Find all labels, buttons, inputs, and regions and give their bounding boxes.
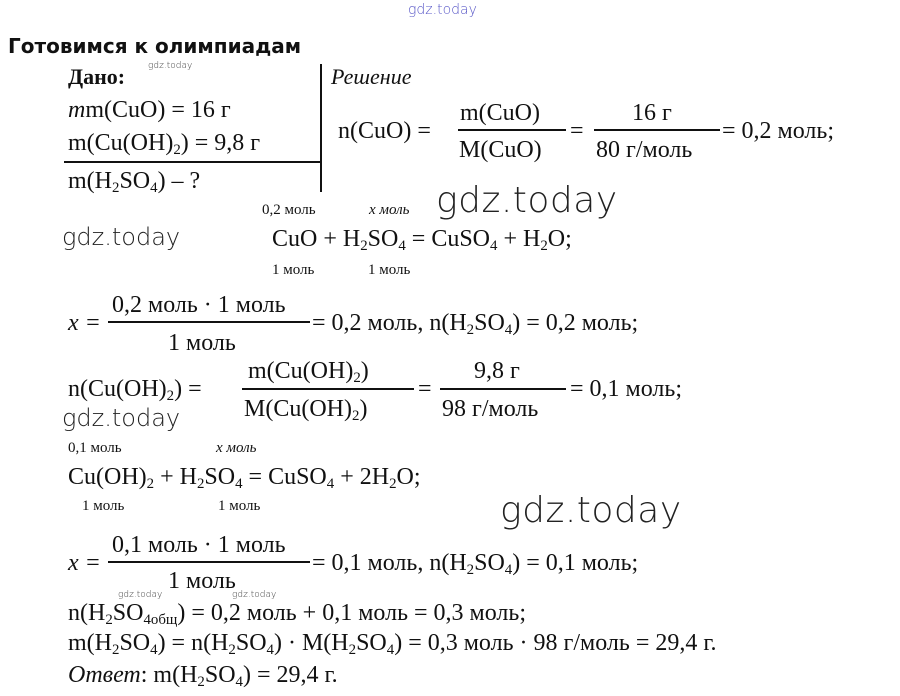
watermark-top: gdz.today (408, 2, 477, 18)
mass-calculation: $m(H_2SO_4) = n(H_2SO_4) \cdot M(H_2SO_4) = 0,3$ моль · 98 г/моль = 29,4 г. (68, 630, 717, 659)
watermark-big-1: gdz.today (436, 180, 618, 221)
eq1-bar1 (458, 129, 566, 131)
x2-rhs: = 0,1 моль, $n(H_2SO_4) = 0,1$ моль; (312, 550, 639, 579)
eq2-den2: 98 г/моль (442, 396, 539, 422)
solution-label: Решение (331, 64, 412, 89)
x2-num: 0,1 моль · 1 моль (112, 532, 286, 558)
watermark-tiny-3: gdz.today (232, 590, 277, 600)
given-divider (320, 64, 322, 192)
eq1-num2: 16 г (632, 100, 672, 126)
given-find: $m(H_2SO_4)$ – ? (68, 168, 201, 197)
given-separator (64, 161, 322, 163)
section-heading: Готовимся к олимпиадам (8, 34, 302, 58)
given-label: Дано: (68, 64, 126, 89)
r1-below-left: 1 моль (272, 262, 315, 278)
r1-above-right: x моль (369, 202, 410, 218)
watermark-tiny-2: gdz.today (118, 590, 163, 600)
r2-above-right: x моль (216, 440, 257, 456)
x1-lhs: x = (68, 310, 101, 336)
x2-bar (108, 561, 310, 563)
x2-lhs: x = (68, 550, 101, 576)
x1-bar (108, 321, 310, 323)
watermark-small-2: gdz.today (62, 404, 181, 432)
eq2-num2: 9,8 г (474, 358, 520, 384)
r2-below-left: 1 моль (82, 498, 125, 514)
watermark-small-1: gdz.today (62, 223, 181, 251)
r1-below-right: 1 моль (368, 262, 411, 278)
given-mass-cuoh2: $m(Cu(OH)_2) = 9,8$ г (68, 130, 261, 159)
r2-below-right: 1 моль (218, 498, 261, 514)
eq1-rhs: = 0,2 моль; (722, 118, 834, 144)
given-mass-cuo: mm(CuO) = 16 г (68, 97, 231, 123)
x1-num: 0,2 моль · 1 моль (112, 292, 286, 318)
eq2-bar2 (440, 388, 566, 390)
eq2-rhs: = 0,1 моль; (570, 376, 682, 402)
eq2-bar1 (242, 388, 414, 390)
eq1-eq: = (570, 118, 584, 144)
eq1-lhs: n(CuO) = (338, 118, 431, 144)
eq2-lhs: $n(Cu(OH)_2)$ = (68, 376, 202, 405)
x2-den: 1 моль (168, 568, 236, 594)
answer: Ответ: $m(H_2SO_4) = 29,4$ г. (68, 662, 338, 691)
watermark-big-2: gdz.today (500, 490, 682, 531)
r2-above-left: 0,1 моль (68, 440, 122, 456)
eq2-eq: = (418, 376, 432, 402)
x1-rhs: = 0,2 моль, $n(H_2SO_4) = 0,2$ моль; (312, 310, 639, 339)
eq1-den1: M(CuO) (459, 137, 542, 163)
r2-equation: $Cu(OH)_2 + H_2SO_4$ = CuSO$_4$ + $2H_2O$; (68, 464, 421, 493)
eq1-num1: m(CuO) (460, 100, 540, 126)
eq2-num1: $m(Cu(OH)_2)$ (248, 358, 369, 387)
eq2-den1: $M(Cu(OH)_2)$ (244, 396, 368, 425)
eq1-den2: 80 г/моль (596, 137, 693, 163)
watermark-tiny-1: gdz.today (148, 61, 193, 71)
x1-den: 1 моль (168, 330, 236, 356)
eq1-bar2 (594, 129, 720, 131)
r1-equation: CuO + $H_2SO_4$ = CuSO$_4$ + $H_2O$; (272, 226, 572, 255)
total-moles: $n(H_2SO_{4общ}) = 0,2$ моль + 0,1 моль = 0,3 моль; (68, 600, 527, 629)
r1-above-left: 0,2 моль (262, 202, 316, 218)
